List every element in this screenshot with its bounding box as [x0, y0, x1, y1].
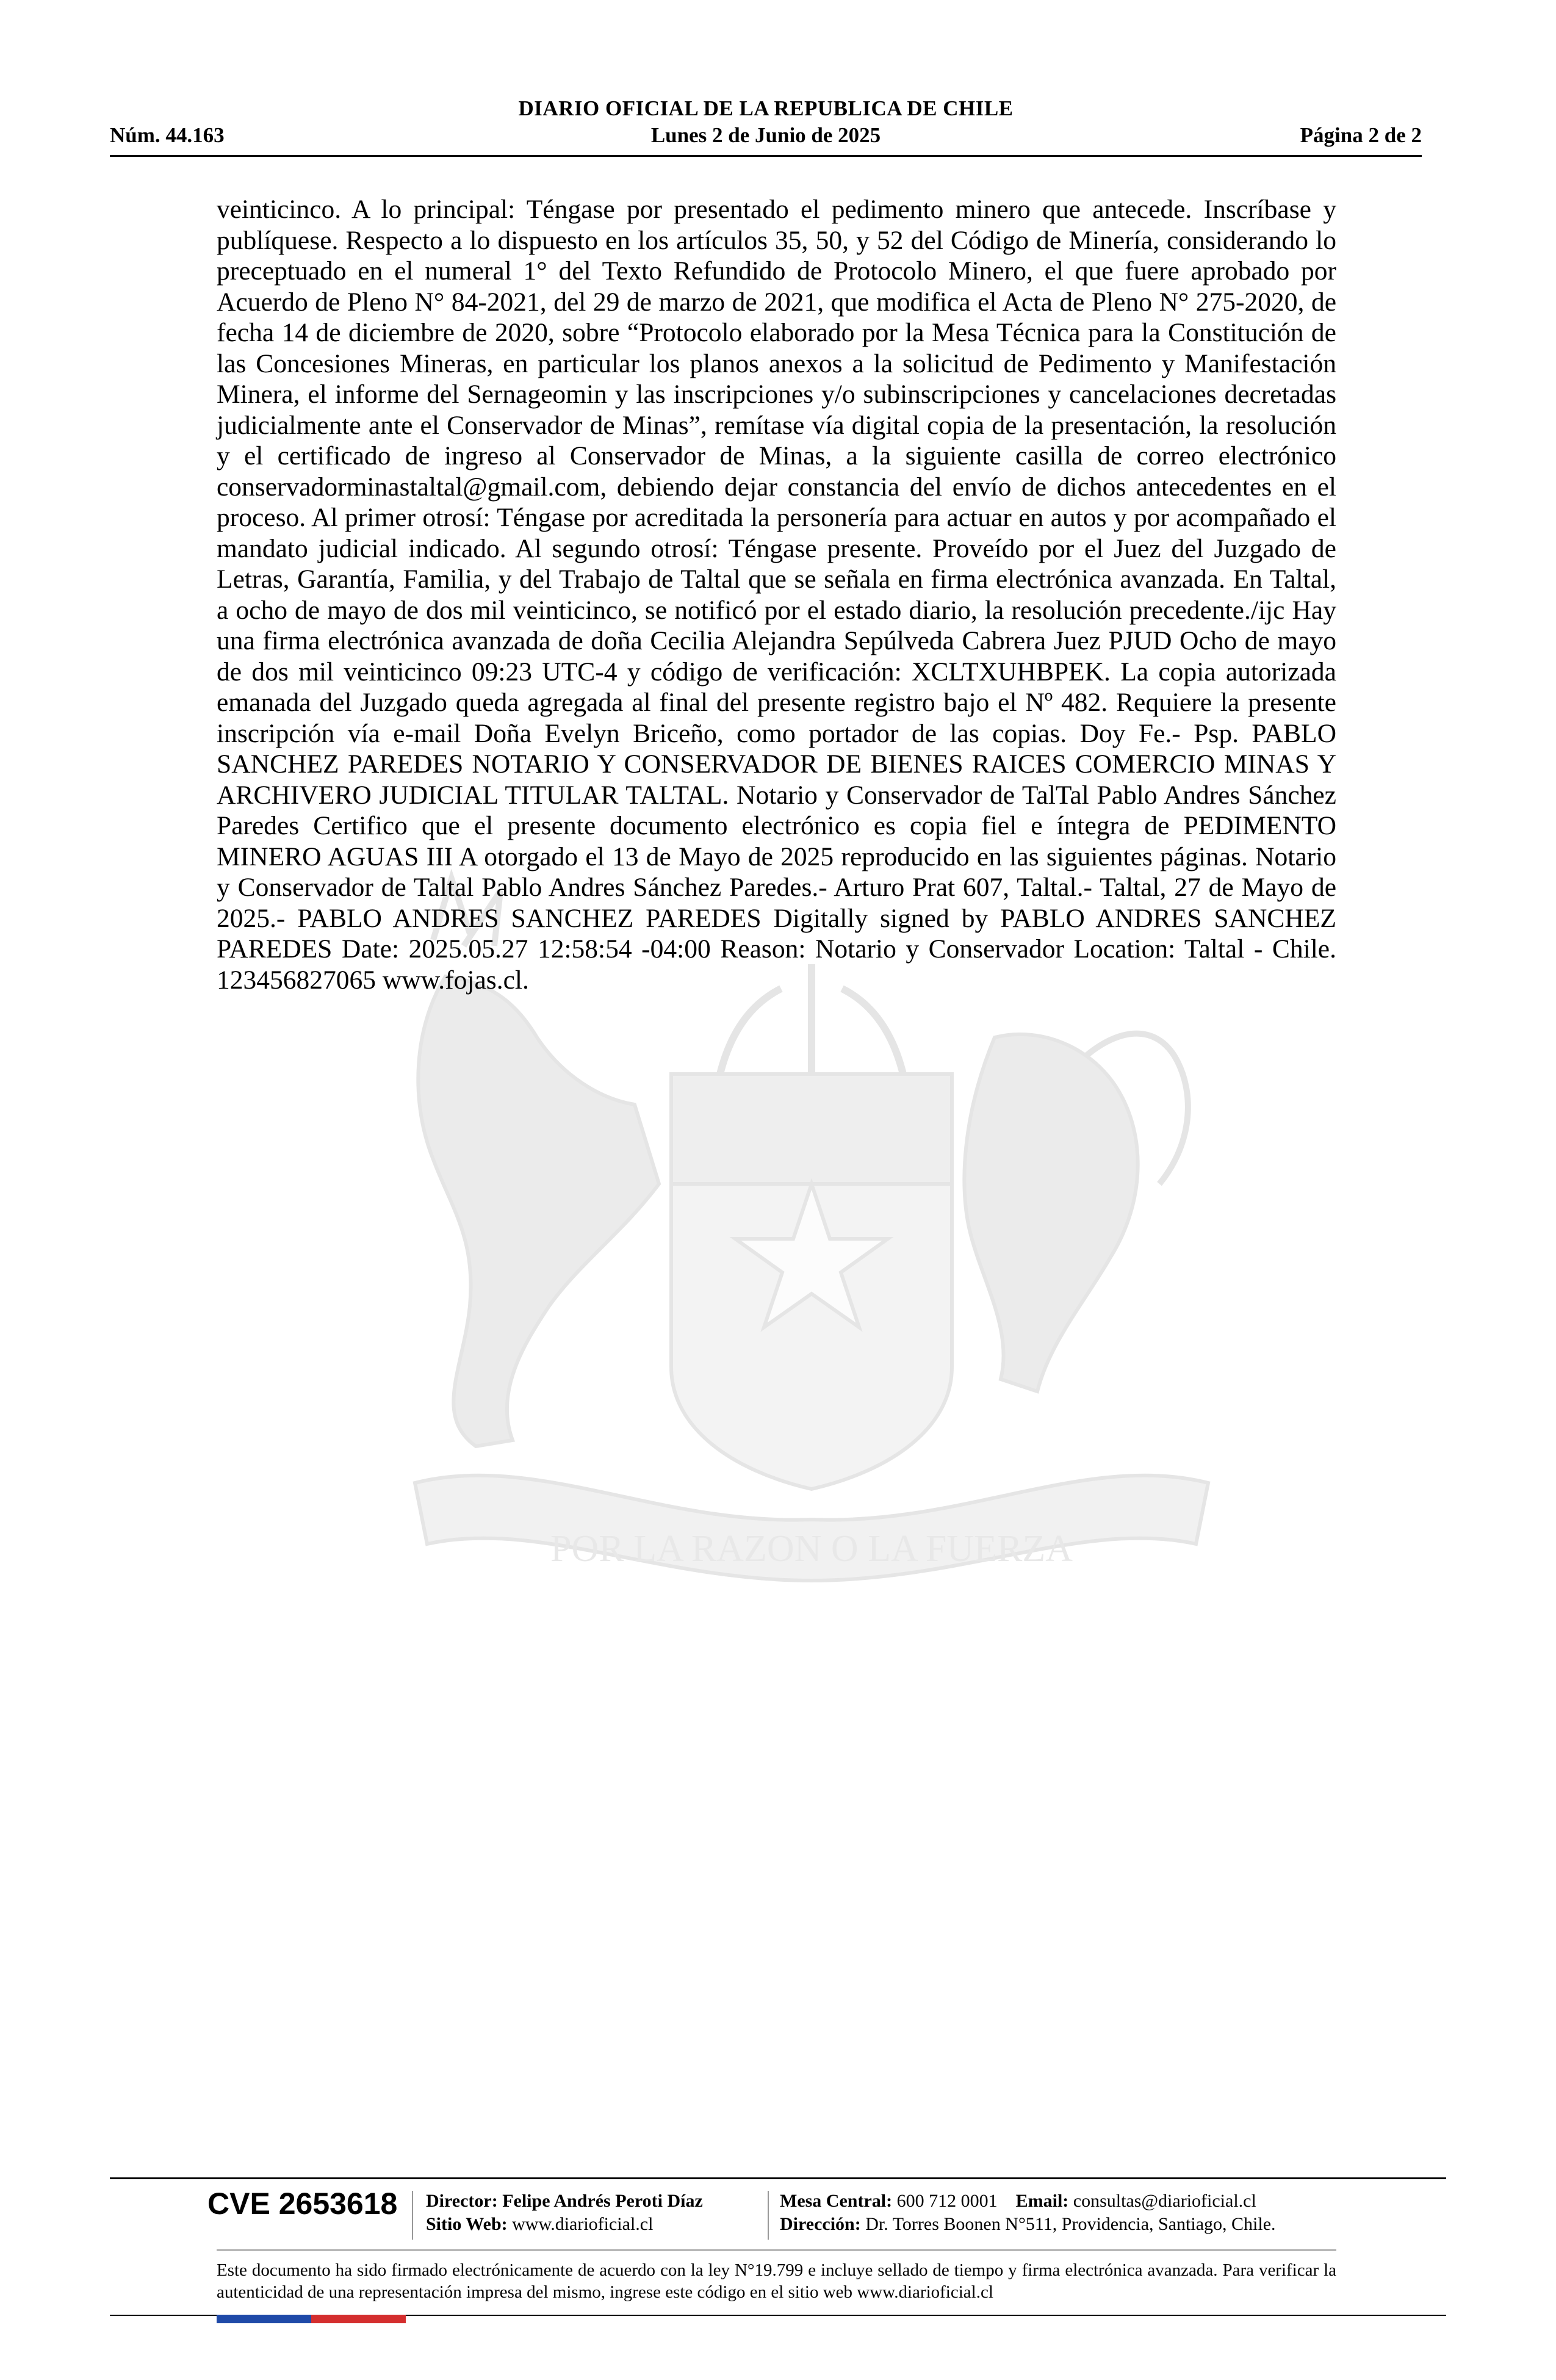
- footer-divider-1: [412, 2191, 413, 2240]
- page-indicator: Página 2 de 2: [1300, 123, 1422, 147]
- director-name: Felipe Andrés Peroti Díaz: [502, 2191, 703, 2211]
- mesa-label: Mesa Central:: [780, 2191, 893, 2211]
- cve-code: CVE 2653618: [207, 2187, 398, 2221]
- footer-separator: [217, 2249, 1336, 2251]
- email-label: Email:: [1015, 2191, 1069, 2211]
- mesa-phone: 600 712 0001: [896, 2191, 998, 2211]
- address-label: Dirección:: [780, 2214, 861, 2234]
- footer-director-block: [426, 2190, 703, 2236]
- issue-date: Lunes 2 de Junio de 2025: [650, 123, 881, 147]
- email-link[interactable]: consultas@diarioficial.cl: [1073, 2191, 1256, 2211]
- flag-red-segment: [311, 2315, 406, 2323]
- footer-divider-2: [768, 2191, 769, 2240]
- watermark-motto: POR LA RAZON O LA FUERZA: [550, 1528, 1073, 1570]
- header-rule: [110, 155, 1422, 157]
- signature-note: Este documento ha sido firmado electrónicamente de acuerdo con la ley N°19.799 e incluye sellado de tiempo y firma electrónica avanzada. Para verificar la autenticidad de una representación impresa del mismo, ingrese este código en el sitio web www.diarioficial.cl: [217, 2260, 1336, 2302]
- address-text: Dr. Torres Boonen N°511, Providencia, Santiago, Chile.: [865, 2214, 1276, 2234]
- flag-blue-segment: [217, 2315, 311, 2323]
- footer-rule-top: [110, 2177, 1446, 2179]
- flag-stripe: [217, 2315, 406, 2323]
- website-link[interactable]: www.diarioficial.cl: [512, 2214, 654, 2234]
- document-body: veinticinco. A lo principal: Téngase por presentado el pedimento minero que antecede. Inscríbase y publíquese. Respecto a lo dispuesto en los artículos 35, 50, y 52 del Código de Minería, considerando lo preceptuado en el numeral 1° del Texto Refundido de Protocolo Minero, el que fuere aprobado por Acuerdo de Pleno N° 84-2021, del 29 de marzo de 2021, que modifica el Acta de Pleno N° 275-2020, de fecha 14 de diciembre de 2020, sobre “Protocolo elaborado por la Mesa Técnica para la Constitución de las Concesiones Mineras, en particular los planos anexos a la solicitud de Pedimento y Manifestación Minera, el informe del Sernageomin y las inscripciones y/o subinscripciones y cancelaciones decretadas judicialmente ante el Conservador de Minas”, remítase vía digital copia de la presentación, la resolución y el certificado de ingreso al Conservador de Minas, a la siguiente casilla de correo electrónico conservadorminastaltal@gmail.com, debiendo dejar constancia del envío de dichos antecedentes en el proceso. Al primer otrosí: Téngase por acreditada la personería para actuar en autos y por acompañado el mandato judicial indicado. Al segundo otrosí: Téngase presente. Proveído por el Juez del Juzgado de Letras, Garantía, Familia, y del Trabajo de Taltal que se señala en firma electrónica avanzada. En Taltal, a ocho de mayo de dos mil veinticinco, se notificó por el estado diario, la resolución precedente./ijc Hay una firma electrónica avanzada de doña Cecilia Alejandra Sepúlveda Cabrera Juez PJUD Ocho de mayo de dos mil veinticinco 09:23 UTC-4 y código de verificación: XCLTXUHBPEK. La copia autorizada emanada del Juzgado queda agregada al final del presente registro bajo el Nº 482. Requiere la presente inscripción vía e-mail Doña Evelyn Briceño, como portador de las copias. Doy Fe.- Psp. PABLO SANCHEZ PAREDES NOTARIO Y CONSERVADOR DE BIENES RAICES COMERCIO MINAS Y ARCHIVERO JUDICIAL TITULAR TALTAL. Notario y Conservador de TalTal Pablo Andres Sánchez Paredes Certifico que el presente documento electrónico es copia fiel e íntegra de PEDIMENTO MINERO AGUAS III A otorgado el 13 de Mayo de 2025 reproducido en las siguientes páginas. Notario y Conservador de Taltal Pablo Andres Sánchez Paredes.- Arturo Prat 607, Taltal.- Taltal, 27 de Mayo de 2025.- PABLO ANDRES SANCHEZ PAREDES Digitally signed by PABLO ANDRES SANCHEZ PAREDES Date: 2025.05.27 12:58:54 -04:00 Reason: Notario y Conservador Location: Taltal - Chile. 123456827065 www.fojas.cl.: [217, 195, 1336, 995]
- gazette-title: DIARIO OFICIAL DE LA REPUBLICA DE CHILE: [518, 96, 1014, 120]
- footer-contact-block: [780, 2190, 1276, 2236]
- page-header: [110, 92, 1422, 159]
- issue-number: Núm. 44.163: [110, 123, 225, 147]
- website-label: Sitio Web:: [426, 2214, 508, 2234]
- director-label: Director:: [426, 2191, 498, 2211]
